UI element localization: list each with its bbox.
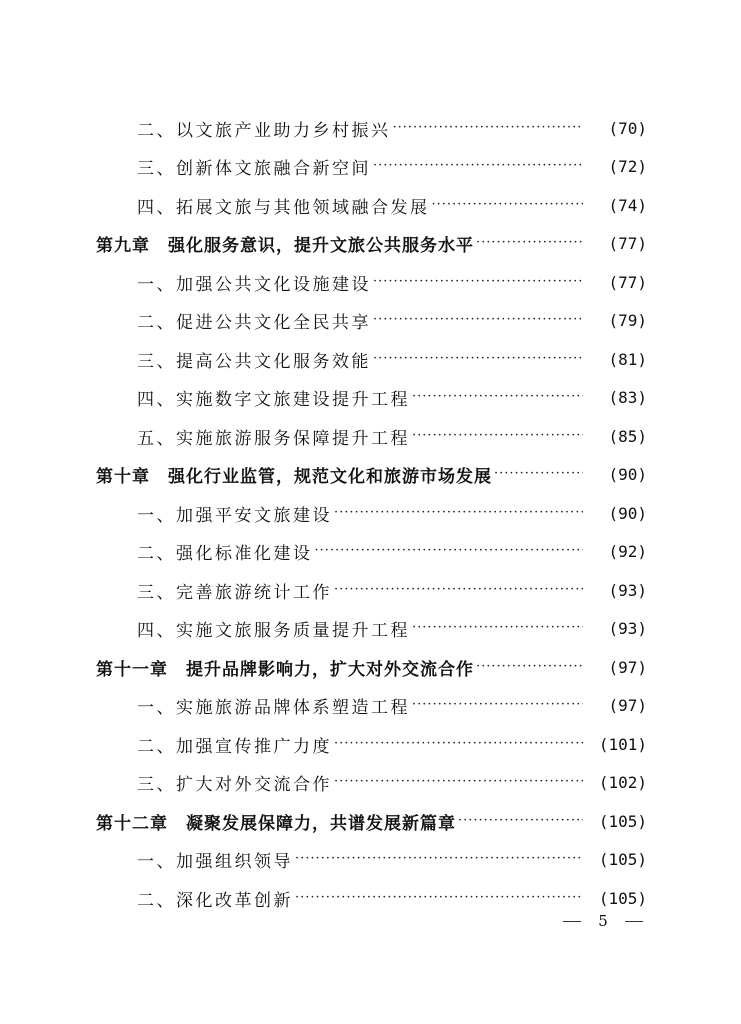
toc-chapter[interactable] <box>0 655 741 679</box>
toc-entry[interactable] <box>0 347 741 371</box>
toc-entry-title: 五、实施旅游服务保障提升工程 <box>137 428 410 449</box>
toc-entry[interactable] <box>0 308 741 332</box>
toc-entry[interactable] <box>0 693 741 717</box>
toc-entry-page: (72) <box>608 156 647 176</box>
dot-leader <box>334 732 583 756</box>
toc-chapter-title: 第十一章 提升品牌影响力，扩大对外交流合作 <box>96 659 474 680</box>
toc-entry-page: (92) <box>608 541 647 561</box>
toc-entry-page: (93) <box>608 580 647 600</box>
toc-entry[interactable] <box>0 539 741 563</box>
toc-entry-page: (83) <box>608 387 647 407</box>
toc-entry-title: 一、加强组织领导 <box>137 851 293 872</box>
dot-leader <box>373 347 583 371</box>
dot-leader <box>315 539 584 563</box>
toc-entry-title: 四、实施数字文旅建设提升工程 <box>137 389 410 410</box>
dot-leader <box>412 385 583 409</box>
toc-entry-title: 二、深化改革创新 <box>137 890 293 911</box>
toc-chapter[interactable] <box>0 231 741 255</box>
toc-entry[interactable] <box>0 270 741 294</box>
toc-entry-title: 二、加强宣传推广力度 <box>137 736 332 757</box>
dot-leader <box>334 770 583 794</box>
toc-entry-title: 二、以文旅产业助力乡村振兴 <box>137 120 391 141</box>
toc-entry[interactable] <box>0 770 741 794</box>
toc-entry-page: (93) <box>608 618 647 638</box>
toc-entry-title: 三、扩大对外交流合作 <box>137 774 332 795</box>
toc-entry-title: 一、实施旅游品牌体系塑造工程 <box>137 697 410 718</box>
toc-entry-page: (85) <box>608 426 647 446</box>
page-footer <box>563 912 643 930</box>
toc-chapter[interactable] <box>0 462 741 486</box>
toc-entry-page: (77) <box>608 272 647 292</box>
toc-entry-page: (90) <box>608 503 647 523</box>
toc-entry-page: (105) <box>598 888 647 908</box>
toc-entry[interactable] <box>0 154 741 178</box>
toc-entry[interactable] <box>0 193 741 217</box>
toc-entry-title: 四、拓展文旅与其他领域融合发展 <box>137 197 430 218</box>
toc-entry-page: (101) <box>598 734 647 754</box>
dot-leader <box>432 193 584 217</box>
dot-leader <box>476 231 583 255</box>
dot-leader <box>494 462 583 486</box>
toc-entry-page: (97) <box>608 695 647 715</box>
toc-entry[interactable] <box>0 847 741 871</box>
toc-entry[interactable] <box>0 385 741 409</box>
toc-entry-page: (102) <box>598 772 647 792</box>
toc-chapter-page: (105) <box>598 811 647 831</box>
toc-entry-page: (105) <box>598 849 647 869</box>
dot-leader <box>295 847 583 871</box>
dot-leader <box>412 693 583 717</box>
toc-entry[interactable] <box>0 616 741 640</box>
dot-leader <box>412 424 583 448</box>
toc-chapter-page: (90) <box>608 464 647 484</box>
footer-dash-right <box>625 921 643 922</box>
toc-entry-title: 一、加强公共文化设施建设 <box>137 274 371 295</box>
toc-entry[interactable] <box>0 732 741 756</box>
dot-leader <box>334 578 583 602</box>
toc-chapter-title: 第十二章 凝聚发展保障力，共谱发展新篇章 <box>96 813 456 834</box>
toc-entry-page: (79) <box>608 310 647 330</box>
toc-entry-page: (70) <box>608 118 647 138</box>
toc-entry[interactable] <box>0 424 741 448</box>
toc-entry-title: 二、强化标准化建设 <box>137 543 313 564</box>
toc-entry[interactable] <box>0 501 741 525</box>
toc-entry[interactable] <box>0 886 741 910</box>
dot-leader <box>476 655 583 679</box>
toc-chapter-title: 第十章 强化行业监管，规范文化和旅游市场发展 <box>96 466 492 487</box>
toc-chapter[interactable] <box>0 809 741 833</box>
toc-entry-title: 二、促进公共文化全民共享 <box>137 312 371 333</box>
toc-chapter-title: 第九章 强化服务意识，提升文旅公共服务水平 <box>96 235 474 256</box>
dot-leader <box>373 270 583 294</box>
footer-dash-left <box>563 921 581 922</box>
toc-chapter-page: (97) <box>608 657 647 677</box>
toc-entry-title: 三、完善旅游统计工作 <box>137 582 332 603</box>
page-number: 5 <box>598 912 608 930</box>
dot-leader <box>412 616 583 640</box>
dot-leader <box>295 886 583 910</box>
toc-entry-page: (81) <box>608 349 647 369</box>
toc-chapter-page: (77) <box>608 233 647 253</box>
dot-leader <box>373 308 583 332</box>
toc-entry[interactable] <box>0 578 741 602</box>
dot-leader <box>393 116 584 140</box>
dot-leader <box>458 809 583 833</box>
toc-entry-title: 三、创新体文旅融合新空间 <box>137 158 371 179</box>
toc-entry[interactable] <box>0 116 741 140</box>
toc-entry-title: 一、加强平安文旅建设 <box>137 505 332 526</box>
dot-leader <box>334 501 583 525</box>
toc-entry-title: 三、提高公共文化服务效能 <box>137 351 371 372</box>
dot-leader <box>373 154 583 178</box>
toc-entry-page: (74) <box>608 195 647 215</box>
toc-entry-title: 四、实施文旅服务质量提升工程 <box>137 620 410 641</box>
